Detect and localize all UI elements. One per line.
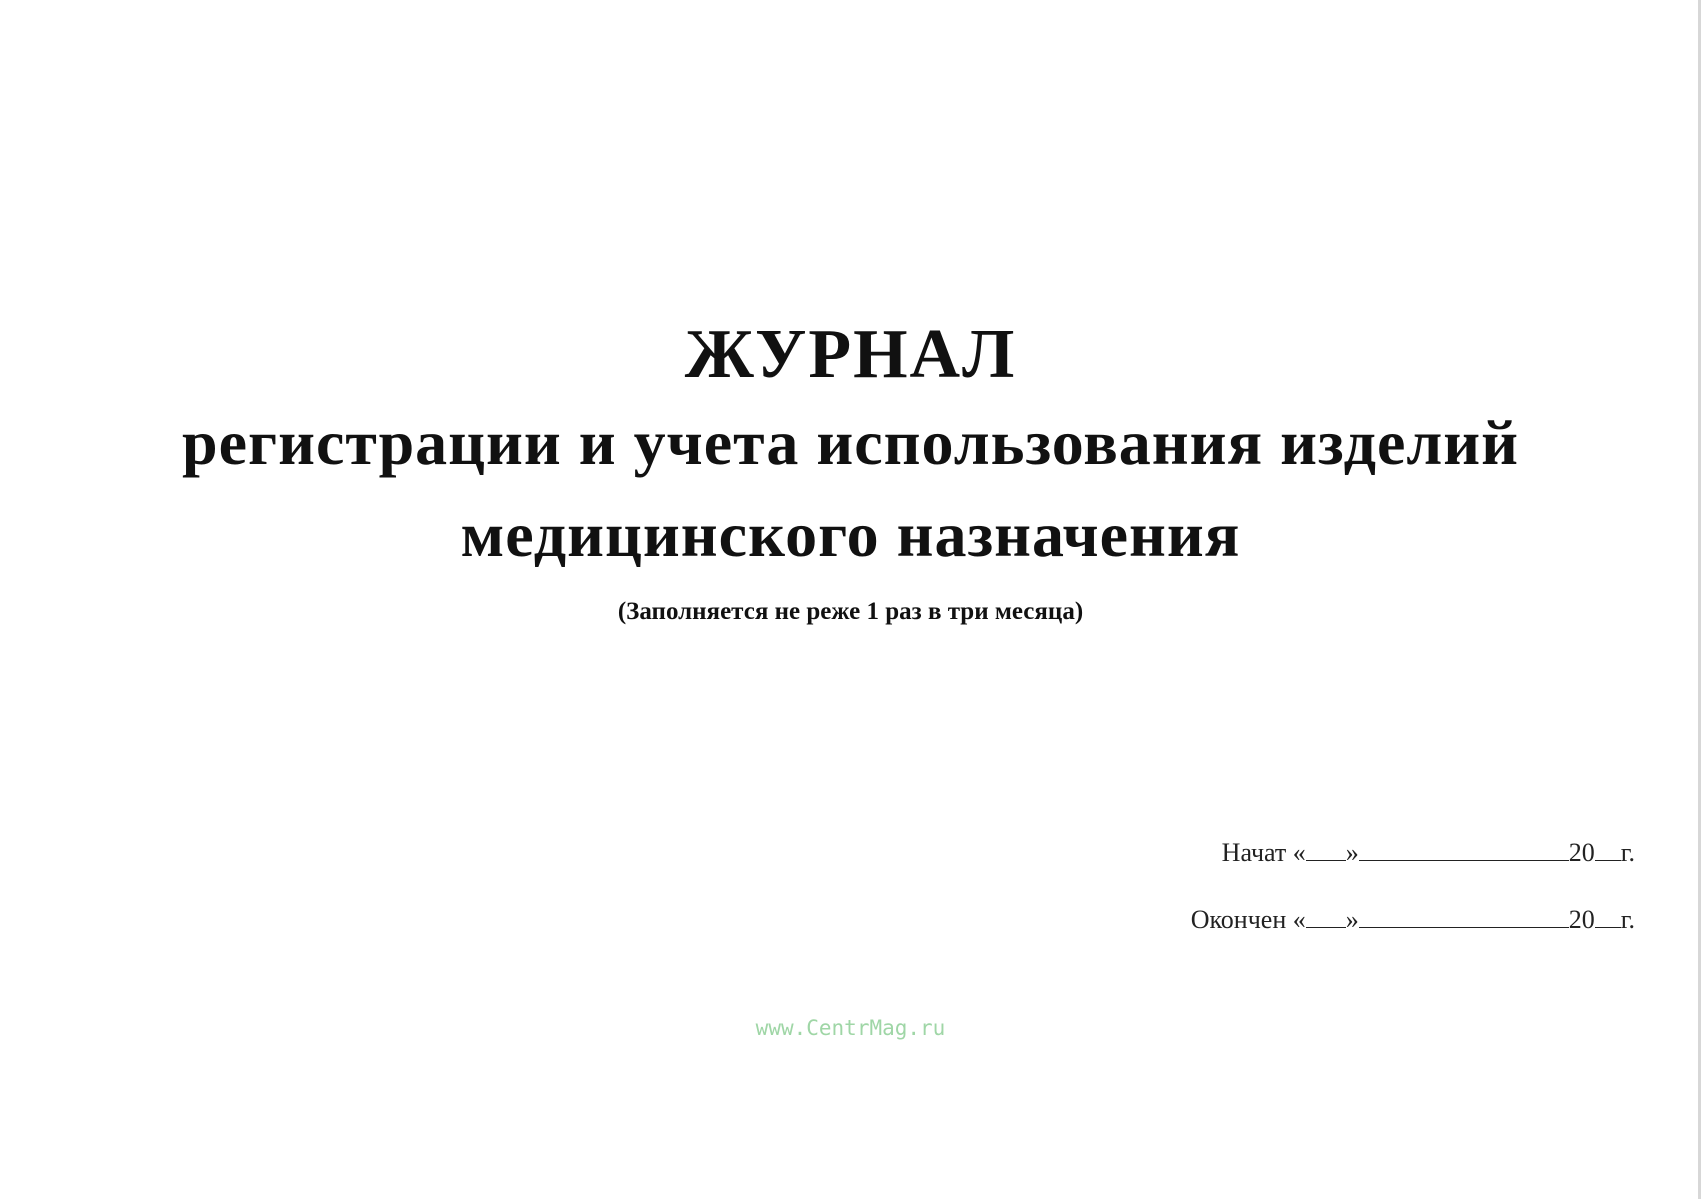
year-suffix: г. <box>1620 838 1635 867</box>
ended-day-blank[interactable] <box>1306 903 1346 928</box>
ended-label: Окончен <box>1190 905 1287 934</box>
open-quote: « <box>1292 838 1306 867</box>
year-suffix: г. <box>1620 905 1635 934</box>
close-quote: » <box>1345 838 1359 867</box>
started-day-blank[interactable] <box>1306 836 1346 861</box>
started-year-blank[interactable] <box>1595 836 1621 861</box>
ended-year-blank[interactable] <box>1595 903 1621 928</box>
site-watermark: www.CentrMag.ru <box>755 1016 946 1040</box>
document-subtitle-line1: регистрации и учета использования изделий <box>182 407 1519 478</box>
fill-frequency-note: (Заполняется не реже 1 раз в три месяца) <box>617 598 1084 625</box>
started-label: Начат <box>1221 838 1287 867</box>
ended-month-blank[interactable] <box>1359 903 1569 928</box>
document-title: ЖУРНАЛ <box>684 316 1017 393</box>
close-quote: » <box>1345 905 1359 934</box>
started-date-line <box>1222 836 1635 870</box>
year-prefix: 20 <box>1568 838 1595 867</box>
started-month-blank[interactable] <box>1359 836 1569 861</box>
year-prefix: 20 <box>1568 905 1595 934</box>
document-subtitle-line2: медицинского назначения <box>460 499 1241 570</box>
open-quote: « <box>1292 905 1306 934</box>
ended-date-line <box>1191 903 1635 937</box>
